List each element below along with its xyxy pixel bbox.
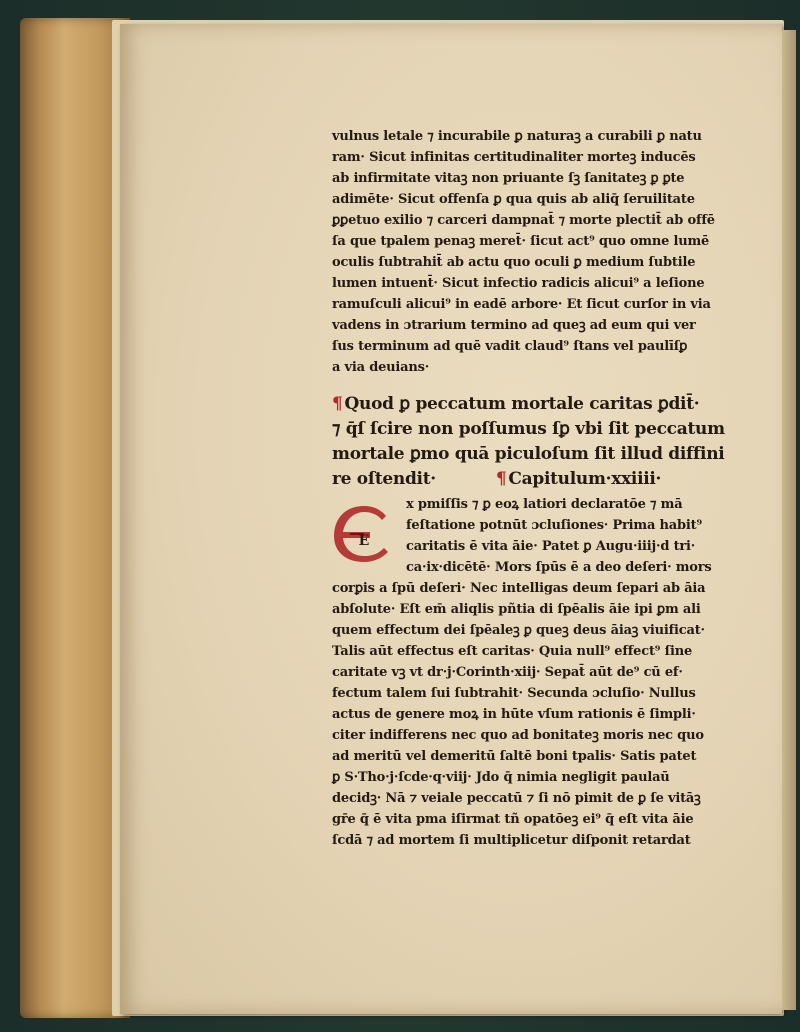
heading-text: re oſtendit· bbox=[332, 469, 436, 489]
text-line: ram· Sicut infinitas certitudinaliter morteꝫ inducēs bbox=[332, 150, 696, 165]
text-line: corꝑis a ſpū deſeri· Nec intelligas deum ſepari ab āia bbox=[332, 581, 706, 596]
text-line: caritatis ē vita āie· Patet ꝑ Augu·iiij·d tri· bbox=[406, 539, 696, 554]
text-line: abſolute· Eſt em̄ aliqlis pñtia di ſpēalis āie ipi ꝑm ali bbox=[332, 602, 701, 617]
text-line: vadens in ɔtrarium termino ad queꝫ ad eum qui ver bbox=[332, 318, 696, 333]
text-line: citer indifferens nec quo ad bonitateꝫ moris nec quo bbox=[332, 728, 704, 743]
text-line: fectum talem ſui ſubtrahit· Secunda ɔcluſio· Nullus bbox=[332, 686, 696, 701]
text-line: caritate vꝫ vt dr·j·Corinth·xiij· Sepat̄ aūt de⁹ cū ef· bbox=[332, 665, 683, 680]
text-line: ſa que tpalem penaꝫ meret̄· ſicut act⁹ quo omne lumē bbox=[332, 234, 710, 249]
text-line: oculis ſubtrahit̄ ab actu quo oculi ꝑ medium ſubtile bbox=[332, 255, 696, 270]
text-line: adimēte· Sicut offenſa ꝑ qua quis ab aliq̄ ſeruilitate bbox=[332, 192, 695, 207]
text-line: ad meritū vel demeritū ſaltē boni tpalis· Satis patet bbox=[332, 749, 697, 764]
text-column bbox=[332, 126, 762, 851]
text-line: ꝑꝑetuo exilio ⁊ carceri dampnat̄ ⁊ morte plectit̄ ab offē bbox=[332, 213, 715, 228]
pilcrow-mark: ¶ bbox=[495, 469, 507, 489]
text-line: ſcdā ⁊ ad mortem ſi multiplicetur diſponit retardat bbox=[332, 833, 691, 848]
heading-line: mortale ꝑmo quā piculoſum ſit illud diffini bbox=[332, 444, 725, 464]
chapter-number bbox=[496, 469, 661, 489]
text-line: ramuſculi alicui⁹ in eadē arbore· Et ſicut curſor in via bbox=[332, 297, 711, 312]
text-line: ſus terminum ad quē vadit claud⁹ ſtans vel paulīſꝑ bbox=[332, 339, 688, 354]
text-line: feſtatione potnūt ɔcluſiones· Prima habit⁹ bbox=[406, 518, 702, 533]
initial-letter-text: E bbox=[358, 533, 370, 549]
text-line: quem effectum dei ſpēaleꝫ ꝑ queꝫ deus āiaꝫ viuificat· bbox=[332, 623, 705, 638]
text-line: Talis aūt effectus eſt caritas· Quia null⁹ effect⁹ ſine bbox=[332, 644, 693, 659]
text-line: ꝑ S·Tho·j·ſcde·q·viij· Jdo q̄ nimia negligit paulaū bbox=[332, 770, 670, 785]
text-line: ab infirmitate vitaꝫ non priuante ſꝫ ſanitateꝫ ꝑ ꝑte bbox=[332, 171, 685, 186]
text-line: lumen intuent̄· Sicut infectio radicis alicui⁹ a leſione bbox=[332, 276, 705, 291]
heading-line bbox=[332, 392, 762, 417]
red-initial-letter bbox=[330, 500, 398, 568]
heading-line bbox=[332, 467, 762, 492]
paragraph-1 bbox=[332, 126, 762, 378]
text-line: decidꝫ· Nā ⁊ veiale peccatū ⁊ ſi nō pimit de ꝑ ſe vitāꝫ bbox=[332, 791, 701, 806]
heading-line: ⁊ q̄ſ ſcire non poſſumus ſꝑ vbi ſit peccatum bbox=[332, 419, 725, 439]
chapter-label: Capitulum·xxiiii· bbox=[508, 469, 662, 489]
facing-page-edge bbox=[782, 30, 796, 1010]
heading-text: Quod ꝑ peccatum mortale caritas ꝑdit̄· bbox=[344, 394, 700, 414]
text-line: ca·ix·dicētē· Mors ſpūs ē a deo deſeri· mors bbox=[406, 560, 712, 575]
text-line: gr̄e q̄ ē vita pma iſirmat tñ opatōeꝫ ei⁹ q̄ eſt vita āie bbox=[332, 812, 694, 827]
paragraph-2 bbox=[332, 494, 762, 851]
chapter-heading bbox=[332, 392, 762, 492]
text-line: actus de genere moꝝ in hūte vſum rationis ē ſimpli· bbox=[332, 707, 696, 722]
text-line: a via deuians· bbox=[332, 360, 430, 375]
text-line: vulnus letale ⁊ incurabile ꝑ naturaꝫ a curabili ꝑ natu bbox=[332, 129, 702, 144]
pilcrow-mark: ¶ bbox=[332, 394, 343, 414]
text-line: x pmiſſis ⁊ ꝑ eoꝝ latiori declaratōe ⁊ mā bbox=[406, 497, 683, 512]
